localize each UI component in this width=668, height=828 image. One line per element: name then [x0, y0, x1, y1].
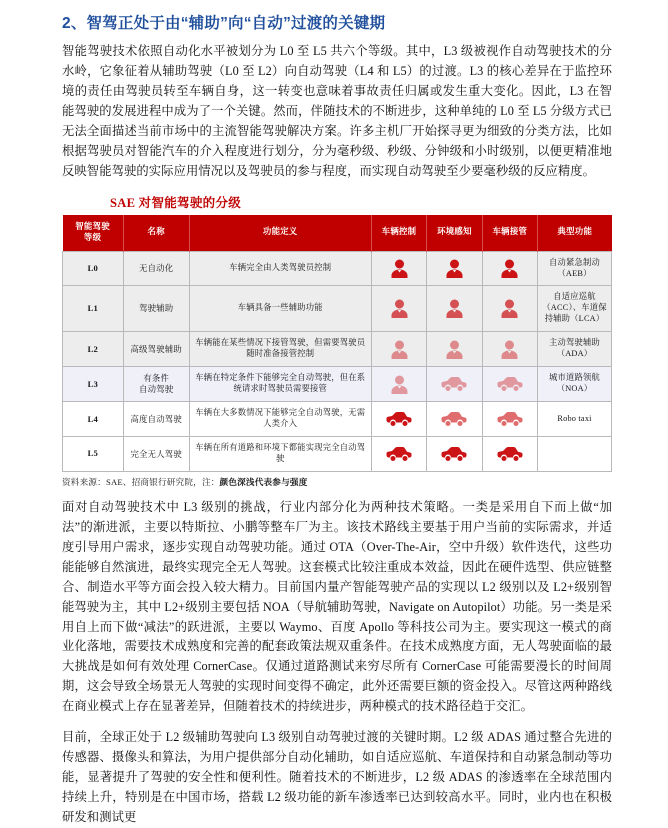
table-row: [63, 332, 612, 367]
person-icon: [431, 299, 477, 319]
cell-vehicle-control: [371, 286, 426, 332]
person-icon: [376, 339, 422, 359]
cell-environment-perception: [427, 402, 482, 437]
car-icon: [431, 409, 477, 429]
cell-name: 高级驾驶辅助: [123, 332, 189, 367]
cell-typical-function: Robo taxi: [538, 402, 612, 437]
cell-definition: 车辆在大多数情况下能够完全自动驾驶，无需人类介入: [189, 402, 371, 437]
table-row: [63, 402, 612, 437]
cell-definition: 车辆在特定条件下能够完全自动驾驶，但在系统请求时驾驶员需要接管: [189, 367, 371, 402]
cell-name: 驾驶辅助: [123, 286, 189, 332]
person-icon: [376, 299, 422, 319]
column-header-environment-perception: 环境感知: [427, 215, 482, 251]
person-icon: [487, 259, 533, 279]
car-icon: [376, 444, 422, 464]
cell-typical-function: [538, 437, 612, 472]
cell-level: L3: [63, 367, 124, 402]
cell-level: L4: [63, 402, 124, 437]
sae-table-figure: [62, 193, 612, 488]
paragraph-1: 智能驾驶技术依照自动化水平被划分为 L0 至 L5 共六个等级。其中，L3 级被视作自动驾驶技术的分水岭，它象征着从辅助驾驶（L0 至 L2）向自动驾驶（L4 和 L5）的过渡。L3 的核心差异在于监控环境的责任由驾驶员转至车辆自身，这一转变也意味着事故责任归属或发生重大变化。因此，L3 在智能驾驶的发展进程中成为了一个关键。然而，伴随技术的不断进步，这种单纯的 L0 至 L5 分级方式已无法全面描述当前市场中的主流智能驾驶解决方案。许多主机厂开始探寻更为细致的分类方法，比如根据驾驶员对智能汽车的介入程度进行划分，分为毫秒级、秒级、分钟级和小时级别，以便更精准地反映智能驾驶的实际应用情况以及驾驶员的参与程度，而实现自动驾驶至少要毫秒级的反应精度。: [62, 44, 612, 178]
cell-typical-function: 自适应巡航 （ACC）、车道保持辅助（LCA）: [538, 286, 612, 332]
paragraph-2: 面对自动驾驶技术中 L3 级别的挑战，行业内部分化为两种技术策略。一类是采用自下而上做“加法”的渐进派，主要以特斯拉、小鹏等整车厂为主。该技术路线主要基于用户当前的实际需求，并适度引导用户需求，逐步实现自动驾驶功能。通过 OTA（Over-The-Air，空中升级）软件迭代，这些功能能够自然演进，最终实现完全无人驾驶。这套模式比较注重成本效益，因此在硬件选型、供应链整合、制造水平等方面会投入较大精力。目前国内量产智能驾驶产品的实现以 L2 级别以及 L2+级别智能驾驶为主，其中 L2+级别主要包括 NOA（导航辅助驾驶，Navigate on Autopilot）功能。另一类是采用自上而下做“减法”的跃进派，主要以 Waymo、百度 Apollo 等科技公司为主。要实现这一模式的商业化落地，需要技术成熟度和完善的配套政策法规双重条件。在技术成熟度方面，无人驾驶面临的最大挑战是如何有效处理 CornerCase。仅通过道路测试来穷尽所有 CornerCase 可能需要漫长的时间周期，这会导致全场景无人驾驶的实现时间变得不确定，此外还需要巨额的资金投入。尽管这两种路线在商业模式上存在显著差异，但随着技术的持续进步，两种模式的技术路径趋于交汇。: [62, 500, 612, 714]
table-header-row: [63, 215, 612, 251]
table-row: [63, 437, 612, 472]
car-icon: [376, 409, 422, 429]
cell-definition: 车辆能在某些情况下接管驾驶，但需要驾驶员随时准备接管控制: [189, 332, 371, 367]
table-title: SAE 对智能驾驶的分级: [110, 195, 242, 210]
cell-vehicle-control: [371, 367, 426, 402]
cell-environment-perception: [427, 437, 482, 472]
column-header-vehicle-control: 车辆控制: [371, 215, 426, 251]
sae-classification-table: [62, 215, 612, 472]
column-header-level: 智能驾驶 等级: [63, 215, 124, 251]
person-icon: [487, 299, 533, 319]
cell-level: L1: [63, 286, 124, 332]
cell-vehicle-takeover: [482, 402, 537, 437]
column-header-typical-function: 典型功能: [538, 215, 612, 251]
cell-typical-function: 自动紧急制动 （AEB）: [538, 251, 612, 286]
cell-vehicle-control: [371, 402, 426, 437]
person-icon: [487, 339, 533, 359]
table-source-note: [62, 476, 612, 488]
cell-environment-perception: [427, 332, 482, 367]
cell-level: L5: [63, 437, 124, 472]
cell-level: L0: [63, 251, 124, 286]
table-row: [63, 251, 612, 286]
table-body: [63, 251, 612, 472]
car-icon: [487, 444, 533, 464]
cell-definition: 车辆具备一些辅助功能: [189, 286, 371, 332]
cell-name: 有条件 自动驾驶: [123, 367, 189, 402]
car-icon: [431, 374, 477, 394]
cell-definition: 车辆在所有道路和环境下都能实现完全自动驾驶: [189, 437, 371, 472]
cell-name: 无自动化: [123, 251, 189, 286]
cell-vehicle-takeover: [482, 251, 537, 286]
person-icon: [431, 339, 477, 359]
cell-environment-perception: [427, 286, 482, 332]
car-icon: [431, 444, 477, 464]
car-icon: [487, 374, 533, 394]
cell-typical-function: 城市道路领航 （NOA）: [538, 367, 612, 402]
column-header-name: 名称: [123, 215, 189, 251]
cell-vehicle-takeover: [482, 332, 537, 367]
cell-environment-perception: [427, 251, 482, 286]
table-row: [63, 286, 612, 332]
cell-vehicle-control: [371, 332, 426, 367]
table-row: [63, 367, 612, 402]
car-icon: [487, 409, 533, 429]
cell-vehicle-takeover: [482, 367, 537, 402]
cell-environment-perception: [427, 367, 482, 402]
column-header-vehicle-takeover: 车辆接管: [482, 215, 537, 251]
cell-vehicle-takeover: [482, 437, 537, 472]
person-icon: [431, 259, 477, 279]
cell-level: L2: [63, 332, 124, 367]
paragraph-3: 目前，全球正处于 L2 级辅助驾驶向 L3 级别自动驾驶过渡的关键时期。L2 级 ADAS 通过整合先进的传感器、摄像头和算法，为用户提供部分自动化辅助，如自适应巡航、车道保持和自动紧急制动等功能，显著提升了驾驶的安全性和便利性。随着技术的不断进步，L2 级 ADAS 的渗透率在全球范围内持续上升，特别是在中国市场，搭载 L2 级功能的新车渗透率已达到较高水平。同时，业内也在积极研发和测试更: [62, 730, 612, 824]
cell-definition: 车辆完全由人类驾驶员控制: [189, 251, 371, 286]
cell-typical-function: 主动驾驶辅助 （ADA）: [538, 332, 612, 367]
person-icon: [376, 374, 422, 394]
page-title: 2、智驾正处于由“辅助”向“自动”过渡的关键期: [62, 15, 386, 32]
cell-vehicle-control: [371, 437, 426, 472]
person-icon: [376, 259, 422, 279]
cell-vehicle-control: [371, 251, 426, 286]
cell-name: 完全无人驾驶: [123, 437, 189, 472]
column-header-definition: 功能定义: [189, 215, 371, 251]
cell-name: 高度自动驾驶: [123, 402, 189, 437]
cell-vehicle-takeover: [482, 286, 537, 332]
source-emphasis: 颜色深浅代表参与强度: [219, 477, 308, 488]
source-prefix: 资料来源：SAE、招商银行研究院，注：: [62, 477, 220, 488]
